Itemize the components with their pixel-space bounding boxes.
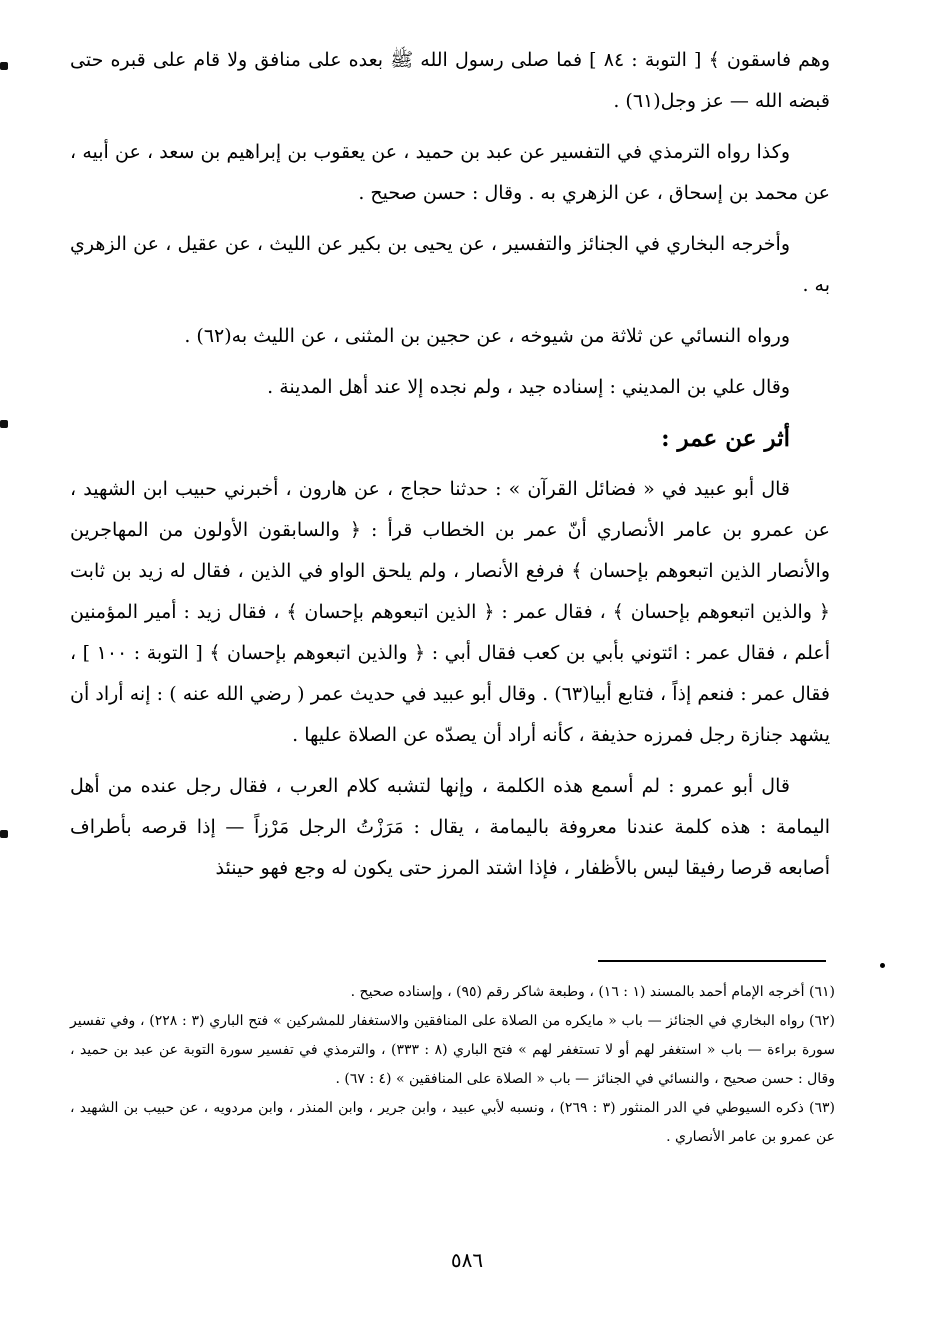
scan-edge-mark — [0, 420, 8, 428]
footnote: (٦٢) رواه البخاري في الجنائز — باب « مايكره من الصلاة على المنافقين والاستغفار للمشركين » فتح الباري (٣ : ٢٢٨) ، وفي تفسير سورة براءة — باب « استغفر لهم أو لا تستغفر لهم » فتح الباري (٨ : ٣٣٣) ، والترمذي في تفسير سورة التوبة عن عبد بن حميد ، وقال : حسن صحيح ، والنسائي في الجنائز — باب « الصلاة على المنافقين » (٤ : ٦٧) . — [70, 1013, 836, 1087]
paragraph: قال أبو عبيد في « فضائل القرآن » : حدثنا حجاج ، عن هارون ، أخبرني حبيب ابن الشهيد ، عن عمرو بن عامر الأنصاري أنّ عمر بن الخطاب قرأ : ﴿ والسابقون الأولون من المهاجرين والأنصار الذين اتبعوهم بإحسان ﴾ فرفع الأنصار ، ولم يلحق الواو في الذين ، فقال له زيد بن ثابت ﴿ والذين اتبعوهم بإحسان ﴾ ، فقال عمر : ﴿ الذين اتبعوهم بإحسان ﴾ ، فقال زيد : أمير المؤمنين أعلم ، فقال عمر : ائتوني بأبي بن كعب فقال أبي : ﴿ والذين اتبعوهم بإحسان ﴾ [ التوبة : ١٠٠ ] ، فقال عمر : فنعم إذاً ، فتابع أبيا(٦٣) . وقال أبو عبيد في حديث عمر ( رضي الله عنه ) : إنه أراد أن يشهد جنازة رجل فمرزه حذيفة ، كأنه أراد أن يصدّه عن الصلاة عليها . — [70, 478, 831, 746]
page-number: ٥٨٦ — [450, 1248, 484, 1272]
section-heading: أثر عن عمر : — [661, 425, 790, 452]
footnote-separator — [598, 960, 826, 962]
paragraph: ورواه النسائي عن ثلاثة من شيوخه ، عن حجين بن المثنى ، عن الليث به(٦٢) . — [184, 325, 790, 347]
scan-dot — [880, 963, 885, 968]
main-text — [70, 40, 830, 899]
paragraph: وأخرجه البخاري في الجنائز والتفسير ، عن يحيى بن بكير عن الليث ، عن عقيل ، عن الزهري به . — [70, 233, 830, 296]
paragraph: قال أبو عمرو : لم أسمع هذه الكلمة ، وإنها لتشبه كلام العرب ، فقال رجل عنده من أهل اليمامة : هذه كلمة عندنا معروفة باليمامة ، يقال : مَرَزْتُ الرجل مَرْزاً — إذا قرصه بأطراف أصابعه قرصا رفيقا ليس بالأظفار ، فإذا اشتد المرز حتى يكون له وجع فهو حينئذ — [70, 775, 830, 879]
scan-edge-mark — [0, 62, 8, 70]
footnotes — [70, 978, 835, 1152]
paragraph: وقال علي بن المديني : إسناده جيد ، ولم نجده إلا عند أهل المدينة . — [267, 376, 790, 398]
paragraph: وهم فاسقون ﴾ [ التوبة : ٨٤ ] فما صلى رسول الله ﷺ بعده على منافق ولا قام على قبره حتى قبضه الله — عز وجل(٦١) . — [70, 49, 830, 112]
footnote: (٦١) أخرجه الإمام أحمد بالمسند (١ : ١٦) ، وطبعة شاكر رقم (٩٥) ، وإسناده صحيح . — [350, 984, 835, 1000]
paragraph: وكذا رواه الترمذي في التفسير عن عبد بن حميد ، عن يعقوب بن إبراهيم بن سعد ، عن أبيه ، عن محمد بن إسحاق ، عن الزهري به . وقال : حسن صحيح . — [70, 141, 830, 204]
scan-edge-mark — [0, 830, 8, 838]
footnote: (٦٣) ذكره السيوطي في الدر المنثور (٣ : ٢٦٩) ، ونسبه لأبي عبيد ، وابن جرير ، وابن المنذر ، وابن مردويه ، عن حبيب بن الشهيد ، عن عمرو بن عامر الأنصاري . — [70, 1100, 835, 1145]
